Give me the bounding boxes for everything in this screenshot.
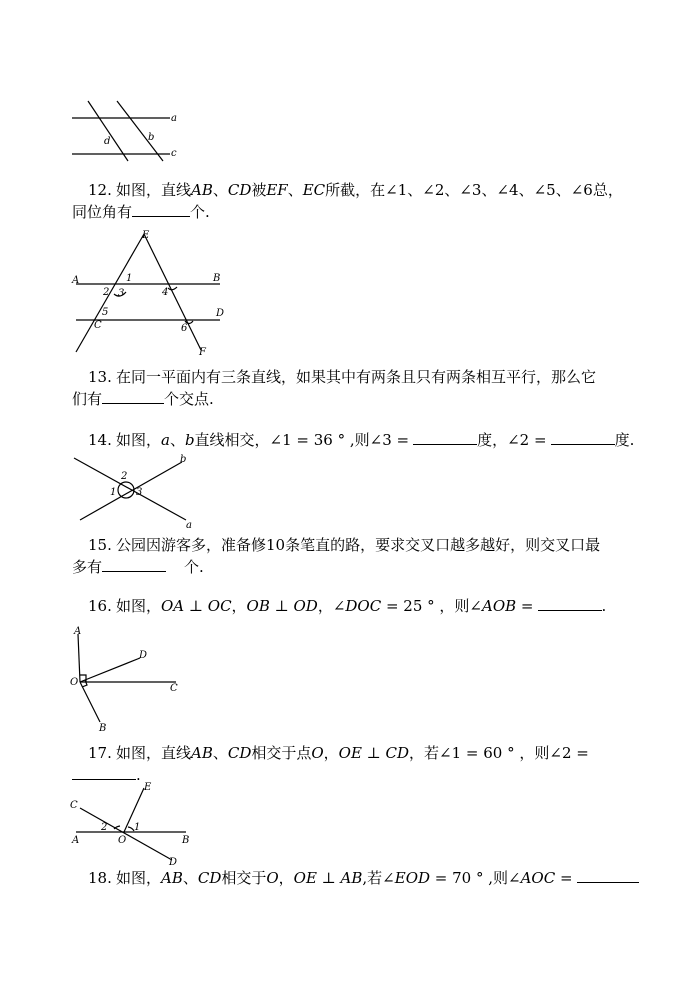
question-15-number: 15. xyxy=(88,536,112,554)
figure-perpendicular-rays-oabcd xyxy=(68,622,188,736)
angle-label-5: 5 xyxy=(102,307,109,318)
question-13-line-1 xyxy=(72,366,596,388)
question-12-text: 如图，直线𝐴𝐵、𝐶𝐷被𝐸𝐹、𝐸𝐶所截，在∠1、∠2、∠3、∠4、∠5、∠6总， xyxy=(116,181,623,199)
label-B: B xyxy=(213,273,221,284)
question-12-number: 12. xyxy=(88,181,112,199)
answer-blank-16[interactable] xyxy=(538,596,602,611)
answer-blank-17[interactable] xyxy=(72,765,136,780)
angle-label-1: 1 xyxy=(126,273,133,284)
angle-label-3: 3 xyxy=(118,288,125,299)
label-F: F xyxy=(199,347,206,358)
question-13-text-2: 们有 xyxy=(72,390,103,408)
question-15-text-3: 个. xyxy=(184,558,204,576)
angle-label-1: 1 xyxy=(110,487,117,498)
question-15-line-2 xyxy=(72,556,204,578)
question-17-text: 如图，直线𝐴𝐵、𝐶𝐷相交于点𝑂，𝑂𝐸 ⊥ 𝐶𝐷，若∠1 = 60 ° ，则∠2 = xyxy=(116,744,589,762)
question-14-text-2: 度，∠2 = xyxy=(477,431,547,449)
label-O: O xyxy=(118,835,127,846)
answer-blank-15[interactable] xyxy=(102,557,166,572)
question-13-text-3: 个交点. xyxy=(164,390,214,408)
question-16-text-2: . xyxy=(601,597,607,615)
question-16-number: 16. xyxy=(88,597,112,615)
label-D: D xyxy=(216,308,225,319)
label-c: c xyxy=(171,148,177,159)
label-a: a xyxy=(171,113,177,124)
question-17-line-1 xyxy=(72,742,589,764)
label-b: b xyxy=(148,132,155,143)
label-b: b xyxy=(180,454,187,465)
label-A: A xyxy=(72,835,80,846)
label-A: A xyxy=(74,626,82,637)
question-12-line-2 xyxy=(72,201,210,223)
question-15-line-1 xyxy=(72,534,600,556)
angle-label-3: 3 xyxy=(136,487,143,498)
answer-blank-14-angle3[interactable] xyxy=(413,430,477,445)
question-17-number: 17. xyxy=(88,744,112,762)
question-13-number: 13. xyxy=(88,368,112,386)
question-15-text: 公园因游客多，准备修10条笔直的路，要求交叉口越多越好，则交叉口最 xyxy=(116,536,601,554)
angle-label-4: 4 xyxy=(162,287,169,298)
question-13-text: 在同一平面内有三条直线，如果其中有两条且只有两条相互平行，那么它 xyxy=(116,368,597,386)
label-C: C xyxy=(94,320,102,331)
figure-intersecting-lines-ab xyxy=(68,450,198,530)
question-15-text-2: 多有 xyxy=(72,558,103,576)
question-14-number: 14. xyxy=(88,431,112,449)
label-B: B xyxy=(99,723,107,734)
label-B: B xyxy=(182,835,190,846)
label-E: E xyxy=(142,230,150,241)
angle-label-2: 2 xyxy=(121,471,128,482)
angle-label-2: 2 xyxy=(103,287,110,298)
label-A: A xyxy=(72,275,80,286)
label-D: D xyxy=(139,650,148,661)
question-16-text: 如图，𝑂𝐴 ⊥ 𝑂𝐶，𝑂𝐵 ⊥ 𝑂𝐷，∠𝐷𝑂𝐶 = 25 ° ，则∠𝐴𝑂𝐵 = xyxy=(116,597,534,615)
question-14-line xyxy=(72,429,634,451)
label-d: d xyxy=(104,136,111,147)
question-12-text-3: 个. xyxy=(190,203,210,221)
label-C: C xyxy=(170,683,178,694)
answer-blank-12[interactable] xyxy=(132,202,190,217)
question-16-line xyxy=(72,595,606,617)
question-18-line xyxy=(72,867,639,889)
label-D: D xyxy=(169,857,178,868)
label-O: O xyxy=(70,677,79,688)
question-14-text: 如图，𝑎、𝑏直线相交，∠1 = 36 ° ,则∠3 = xyxy=(116,431,410,449)
question-13-line-2 xyxy=(72,388,214,410)
question-14-text-3: 度. xyxy=(614,431,635,449)
answer-blank-18[interactable] xyxy=(577,868,639,883)
figure-triangle-transversal xyxy=(68,228,234,360)
answer-blank-13[interactable] xyxy=(102,389,164,404)
answer-blank-14-angle2[interactable] xyxy=(551,430,615,445)
question-12-line-1 xyxy=(72,179,623,201)
angle-label-1: 1 xyxy=(134,822,141,833)
question-18-number: 18. xyxy=(88,869,112,887)
figure-parallel-lines-abcd xyxy=(70,98,190,162)
label-E: E xyxy=(144,782,152,793)
question-18-text: 如图，𝐴𝐵、𝐶𝐷相交于𝑂，𝑂𝐸 ⊥ 𝐴𝐵,若∠𝐸𝑂𝐷 = 70 ° ,则∠𝐴𝑂𝐶 = xyxy=(116,869,573,887)
figure-intersecting-lines-oe xyxy=(68,780,198,870)
angle-label-2: 2 xyxy=(101,822,108,833)
label-C: C xyxy=(70,800,78,811)
angle-label-6: 6 xyxy=(181,323,188,334)
label-a: a xyxy=(186,520,192,530)
question-12-text-2: 同位角有 xyxy=(72,203,133,221)
question-17-text-2: . xyxy=(136,766,141,784)
